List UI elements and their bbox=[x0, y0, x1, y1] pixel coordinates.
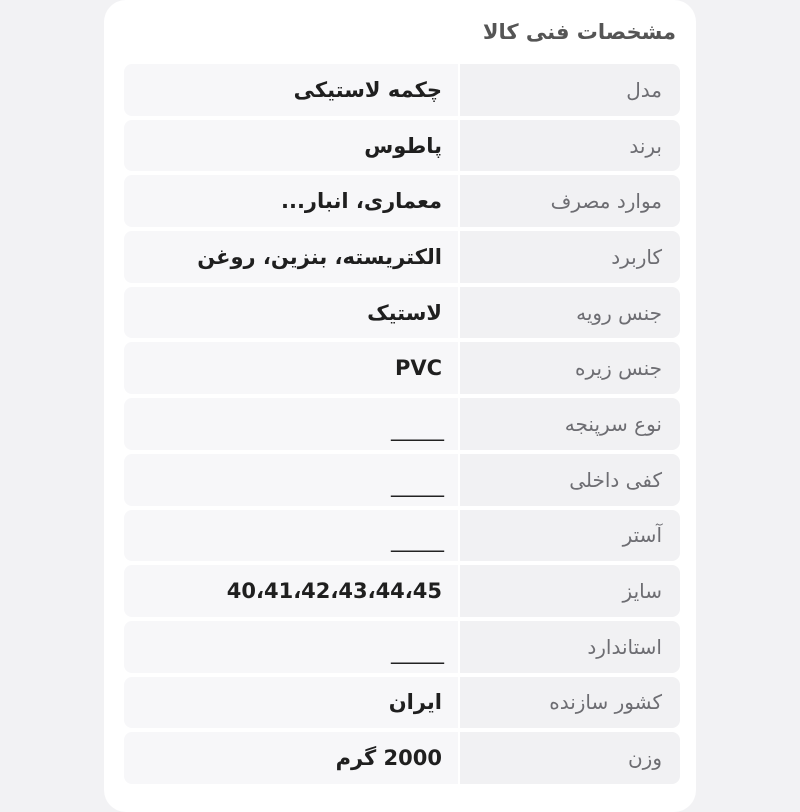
spec-value-cell bbox=[124, 510, 458, 562]
spec-row-upper-material bbox=[124, 287, 680, 339]
spec-label-cell bbox=[460, 510, 680, 562]
spec-row-weight bbox=[124, 732, 680, 784]
spec-label-cell bbox=[460, 454, 680, 506]
spec-row-lining bbox=[124, 510, 680, 562]
spec-value: ______ bbox=[391, 528, 442, 553]
spec-row-toe-type bbox=[124, 398, 680, 450]
spec-value-cell bbox=[124, 287, 458, 339]
spec-label-cell bbox=[460, 732, 680, 784]
spec-label-cell bbox=[460, 677, 680, 729]
spec-label: کفی داخلی bbox=[569, 467, 662, 492]
spec-value-cell bbox=[124, 120, 458, 172]
spec-label-cell bbox=[460, 120, 680, 172]
spec-value-cell bbox=[124, 677, 458, 729]
spec-label: برند bbox=[629, 133, 662, 158]
spec-value-cell bbox=[124, 621, 458, 673]
spec-row-application bbox=[124, 231, 680, 283]
spec-row-usage bbox=[124, 175, 680, 227]
spec-label-cell bbox=[460, 621, 680, 673]
spec-value: 2000 گرم bbox=[335, 746, 442, 771]
spec-label-cell bbox=[460, 398, 680, 450]
spec-value: ______ bbox=[391, 639, 442, 664]
spec-label: جنس رویه bbox=[576, 300, 662, 325]
spec-row-brand bbox=[124, 120, 680, 172]
spec-label: کاربرد bbox=[611, 244, 662, 269]
spec-value: ______ bbox=[391, 472, 442, 497]
spec-value: ایران bbox=[388, 690, 442, 715]
spec-value: معماری، انبار... bbox=[280, 189, 442, 214]
spec-row-country bbox=[124, 677, 680, 729]
spec-label: نوع سرپنجه bbox=[564, 411, 662, 436]
spec-value: ______ bbox=[391, 416, 442, 441]
spec-label-cell bbox=[460, 342, 680, 394]
spec-row-model bbox=[124, 64, 680, 116]
spec-value: چکمه لاستیکی bbox=[293, 77, 442, 102]
spec-value-cell bbox=[124, 398, 458, 450]
spec-value-cell bbox=[124, 175, 458, 227]
section-title: مشخصات فنی کالا bbox=[482, 20, 676, 44]
spec-label: مدل bbox=[626, 77, 662, 102]
spec-label-cell bbox=[460, 175, 680, 227]
spec-row-standard bbox=[124, 621, 680, 673]
spec-value: پاطوس bbox=[364, 133, 442, 158]
spec-value: الکتریسته، بنزین، روغن bbox=[197, 244, 442, 269]
spec-label: سایز bbox=[622, 579, 662, 604]
spec-row-sole-material bbox=[124, 342, 680, 394]
spec-label-cell bbox=[460, 565, 680, 617]
spec-value: PVC bbox=[394, 356, 442, 381]
spec-row-insole bbox=[124, 454, 680, 506]
spec-row-size bbox=[124, 565, 680, 617]
spec-value-cell bbox=[124, 64, 458, 116]
spec-value-cell bbox=[124, 454, 458, 506]
spec-label-cell bbox=[460, 287, 680, 339]
spec-label-cell bbox=[460, 64, 680, 116]
spec-label: استاندارد bbox=[587, 634, 662, 659]
spec-label: وزن bbox=[627, 746, 662, 771]
spec-value-cell bbox=[124, 342, 458, 394]
spec-value-cell bbox=[124, 565, 458, 617]
spec-value-cell bbox=[124, 231, 458, 283]
spec-value: لاستیک bbox=[367, 300, 442, 325]
spec-label: موارد مصرف bbox=[550, 189, 662, 214]
spec-value-cell bbox=[124, 732, 458, 784]
specs-card bbox=[104, 0, 696, 812]
spec-label: آستر bbox=[622, 523, 662, 548]
specs-table bbox=[124, 64, 680, 784]
spec-label: کشور سازنده bbox=[549, 690, 662, 715]
spec-label-cell bbox=[460, 231, 680, 283]
spec-label: جنس زیره bbox=[575, 356, 662, 381]
spec-value: 40،41،42،43،44،45 bbox=[226, 579, 442, 604]
